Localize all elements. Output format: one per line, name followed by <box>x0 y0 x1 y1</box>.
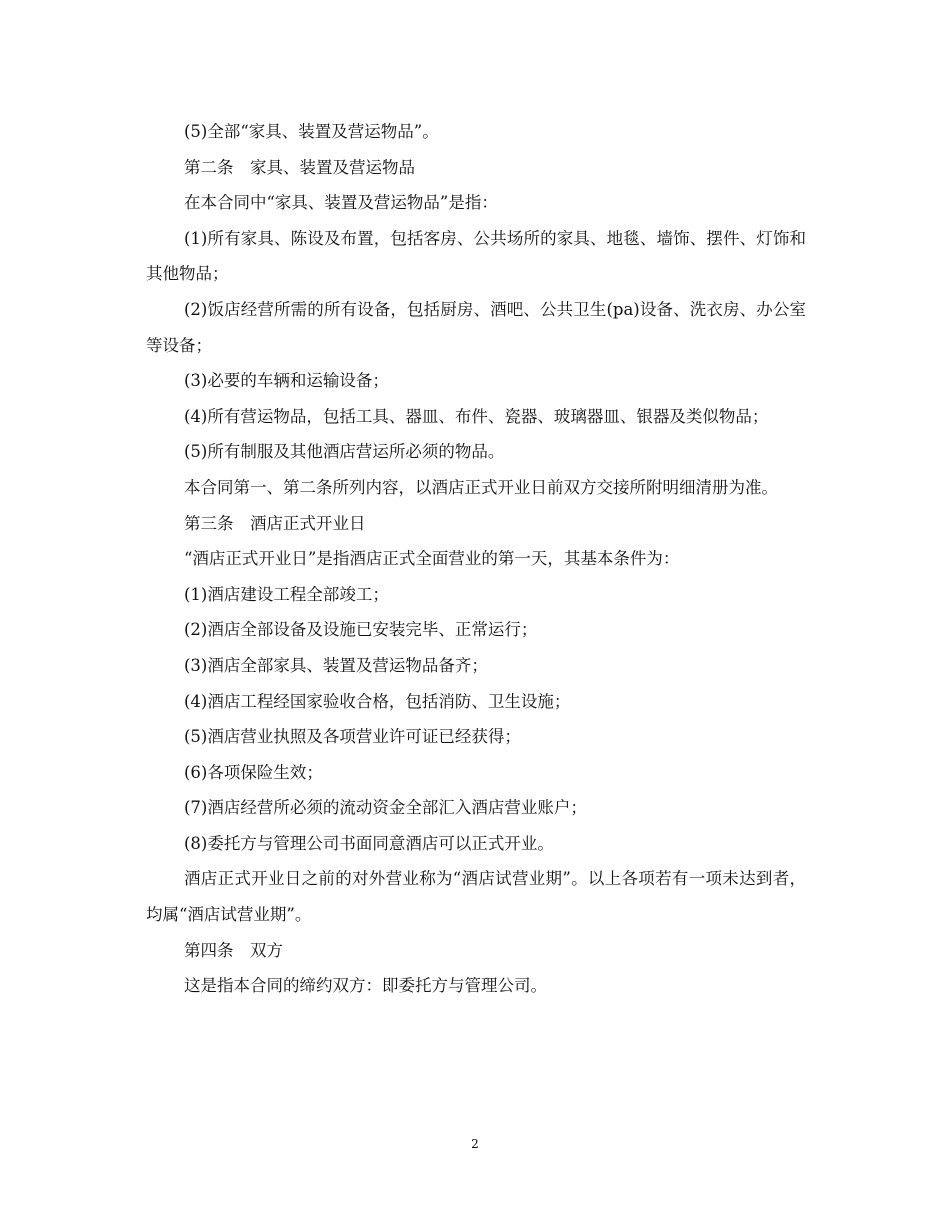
article-2-item-5: (5)所有制服及其他酒店营运所必须的物品。 <box>184 442 505 462</box>
article-3-item-8: (8)委托方与管理公司书面同意酒店可以正式开业。 <box>184 833 554 853</box>
article-3-item-1: (1)酒店建设工程全部竣工； <box>184 584 389 604</box>
article-3-heading: 第三条 酒店正式开业日 <box>184 513 366 533</box>
article-2-item-3: (3)必要的车辆和运输设备； <box>184 371 389 391</box>
article-1-2-basis-note: 本合同第一、第二条所列内容，以酒店正式开业日前双方交接所附明细清册为准。 <box>184 477 778 497</box>
article-2-item-4: (4)所有营运物品，包括工具、器皿、布件、瓷器、玻璃器皿、银器及类似物品； <box>184 406 769 426</box>
paragraph-item-5-furniture-all: (5)全部“家具、装置及营运物品”。 <box>184 122 439 141</box>
article-2-definition: 在本合同中“家具、装置及营运物品”是指： <box>184 193 498 213</box>
document-body <box>146 114 806 1004</box>
article-3-item-4: (4)酒店工程经国家验收合格，包括消防、卫生设施； <box>184 691 571 711</box>
article-2-heading: 第二条 家具、装置及营运物品 <box>184 157 415 177</box>
article-4-definition: 这是指本合同的缔约双方：即委托方与管理公司。 <box>184 976 547 996</box>
article-3-item-2: (2)酒店全部设备及设施已安装完毕、正常运行； <box>184 620 538 640</box>
article-4-heading: 第四条 双方 <box>184 940 283 960</box>
page-number: 2 <box>471 1137 479 1151</box>
article-3-item-5: (5)酒店营业执照及各项营业许可证已经获得； <box>184 727 521 747</box>
article-3-item-7: (7)酒店经营所必须的流动资金全部汇入酒店营业账户； <box>184 798 587 818</box>
article-3-trial-period-note: 酒店正式开业日之前的对外营业称为“酒店试营业期”。以上各项若有一项未达到者，均属“酒店试营业期”。 <box>146 869 806 925</box>
article-3-item-6: (6)各项保险生效； <box>184 762 323 782</box>
article-3-item-3: (3)酒店全部家具、装置及营运物品备齐； <box>184 655 488 675</box>
article-2-item-2: (2)饭店经营所需的所有设备，包括厨房、酒吧、公共卫生(pa)设备、洗衣房、办公室等设备； <box>146 299 806 355</box>
article-3-definition: “酒店正式开业日”是指酒店正式全面营业的第一天，其基本条件为： <box>184 549 680 569</box>
article-2-item-1: (1)所有家具、陈设及布置，包括客房、公共场所的家具、地毯、墙饰、摆件、灯饰和其他物品； <box>146 228 806 284</box>
